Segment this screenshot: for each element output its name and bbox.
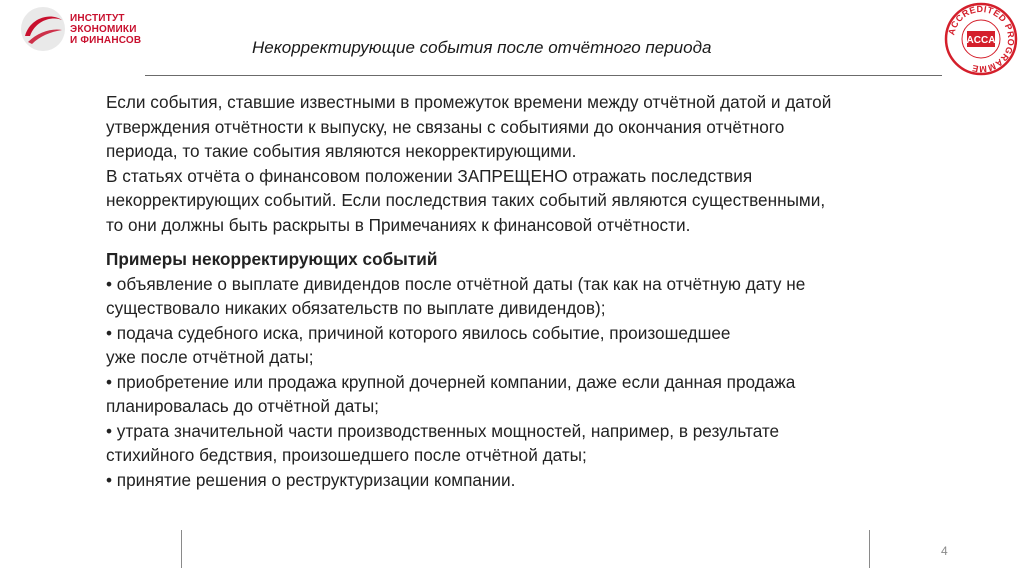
example-line: планировалась до отчётной даты;	[106, 396, 379, 416]
page-number: 4	[941, 544, 948, 558]
logo-line: И ФИНАНСОВ	[70, 35, 142, 46]
institute-logo-text	[70, 13, 141, 46]
intro-line: Если события, ставшие известными в промежуток времени между отчётной датой и датой	[106, 92, 832, 112]
title-divider	[145, 75, 942, 76]
acca-accreditation-seal	[944, 2, 1018, 76]
example-line: уже после отчётной даты;	[106, 347, 314, 367]
example-line: • приобретение или продажа крупной дочерней компании, даже если данная продажа	[106, 371, 796, 392]
example-line: существовало никаких обязательств по выплате дивидендов);	[106, 298, 606, 318]
example-line: • утрата значительной части производственных мощностей, например, в результате	[106, 420, 780, 441]
institute-logo-icon	[20, 6, 66, 52]
intro-line: периода, то такие события являются некорректирующими.	[106, 141, 577, 161]
logo-line: ИНСТИТУТ	[70, 13, 125, 24]
example-line: • объявление о выплате дивидендов после отчётной даты (так как на отчётную дату не	[106, 273, 806, 294]
seal-inner-text: ACCA	[966, 35, 996, 46]
slide-title: Некорректирующие события после отчётного периода	[252, 38, 712, 57]
example-line: стихийного бедствия, произошедшего после отчётной даты;	[106, 445, 587, 465]
seal-outer-text: ACCREDITED PROGRAMME	[946, 3, 1017, 75]
slide-body	[106, 90, 936, 492]
intro-line: утверждения отчётности к выпуску, не связаны с событиями до окончания отчётного	[106, 116, 785, 137]
institute-logo	[20, 6, 150, 56]
intro-line: некорректирующих событий. Если последствия таких событий являются существенными,	[106, 190, 826, 210]
footer-divider-left	[181, 530, 182, 568]
example-line: • принятие решения о реструктуризации компании.	[106, 469, 516, 490]
footer-divider-right	[869, 530, 870, 568]
intro-line: В статьях отчёта о финансовом положении ЗАПРЕЩЕНО отражать последствия	[106, 165, 753, 186]
example-line: • подача судебного иска, причиной которого явилось событие, произошедшее	[106, 322, 731, 343]
intro-line: то они должны быть раскрыты в Примечаниях к финансовой отчётности.	[106, 214, 691, 235]
examples-heading: Примеры некорректирующих событий	[106, 249, 438, 269]
logo-line: ЭКОНОМИКИ	[70, 24, 137, 35]
